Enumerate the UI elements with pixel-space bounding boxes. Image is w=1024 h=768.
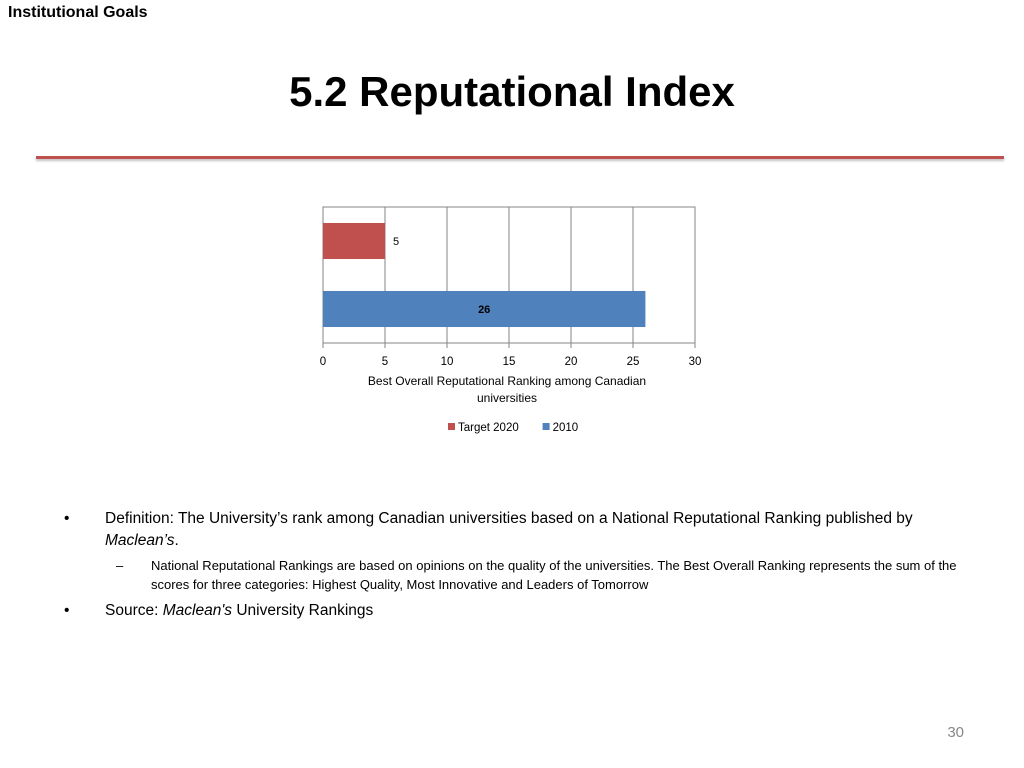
bar-target-2020	[323, 223, 385, 259]
source-bullet	[64, 600, 964, 622]
tick-label: 0	[319, 356, 327, 368]
legend-swatch	[543, 423, 550, 430]
source-end: University Rankings	[232, 602, 374, 619]
definition-bullet	[64, 508, 964, 552]
legend-entry: Target 2020	[458, 422, 519, 434]
tick-label: 20	[564, 356, 578, 368]
data-label-target-2020: 5	[393, 236, 400, 248]
tick-label: 10	[440, 356, 454, 368]
methodology-text: National Reputational Rankings are based on opinions on the quality of the universities. The Best Overall Ranking represents the sum of the scores for three categories: Highest Quality, Most Innovative and Leaders of Tomorrow	[151, 558, 957, 592]
tick-label: 30	[688, 356, 702, 368]
tick-label: 5	[381, 356, 389, 368]
chart-legend	[448, 422, 578, 434]
definition-publication: Maclean’s	[105, 532, 175, 549]
sub-bullet-mark: –	[116, 558, 124, 573]
x-axis-label-line-2: universities	[476, 391, 538, 405]
data-label-2010: 26	[478, 304, 491, 316]
page-number: 30	[947, 724, 964, 741]
title-divider	[36, 156, 1004, 159]
notes-list	[64, 508, 964, 626]
definition-text: Definition: The University’s rank among Canadian universities based on a National Reputational Ranking published by	[105, 510, 913, 527]
tick-label: 25	[626, 356, 640, 368]
tick-label: 15	[502, 356, 516, 368]
bullet-mark: •	[64, 602, 70, 619]
source-label: Source:	[105, 602, 163, 619]
chart-x-ticks	[320, 343, 702, 368]
chart-bars	[323, 223, 645, 327]
x-axis-label-line-1: Best Overall Reputational Ranking among Canadian	[367, 374, 647, 388]
slide-title: 5.2 Reputational Index	[289, 68, 735, 115]
section-label: Institutional Goals	[8, 4, 148, 21]
legend-entry: 2010	[552, 422, 579, 434]
legend-swatch	[448, 423, 455, 430]
source-publication: Maclean's	[162, 602, 233, 619]
bullet-mark: •	[64, 510, 70, 527]
bar-chart	[300, 195, 720, 455]
definition-end: .	[174, 532, 179, 549]
methodology-sub-bullet	[64, 556, 964, 594]
